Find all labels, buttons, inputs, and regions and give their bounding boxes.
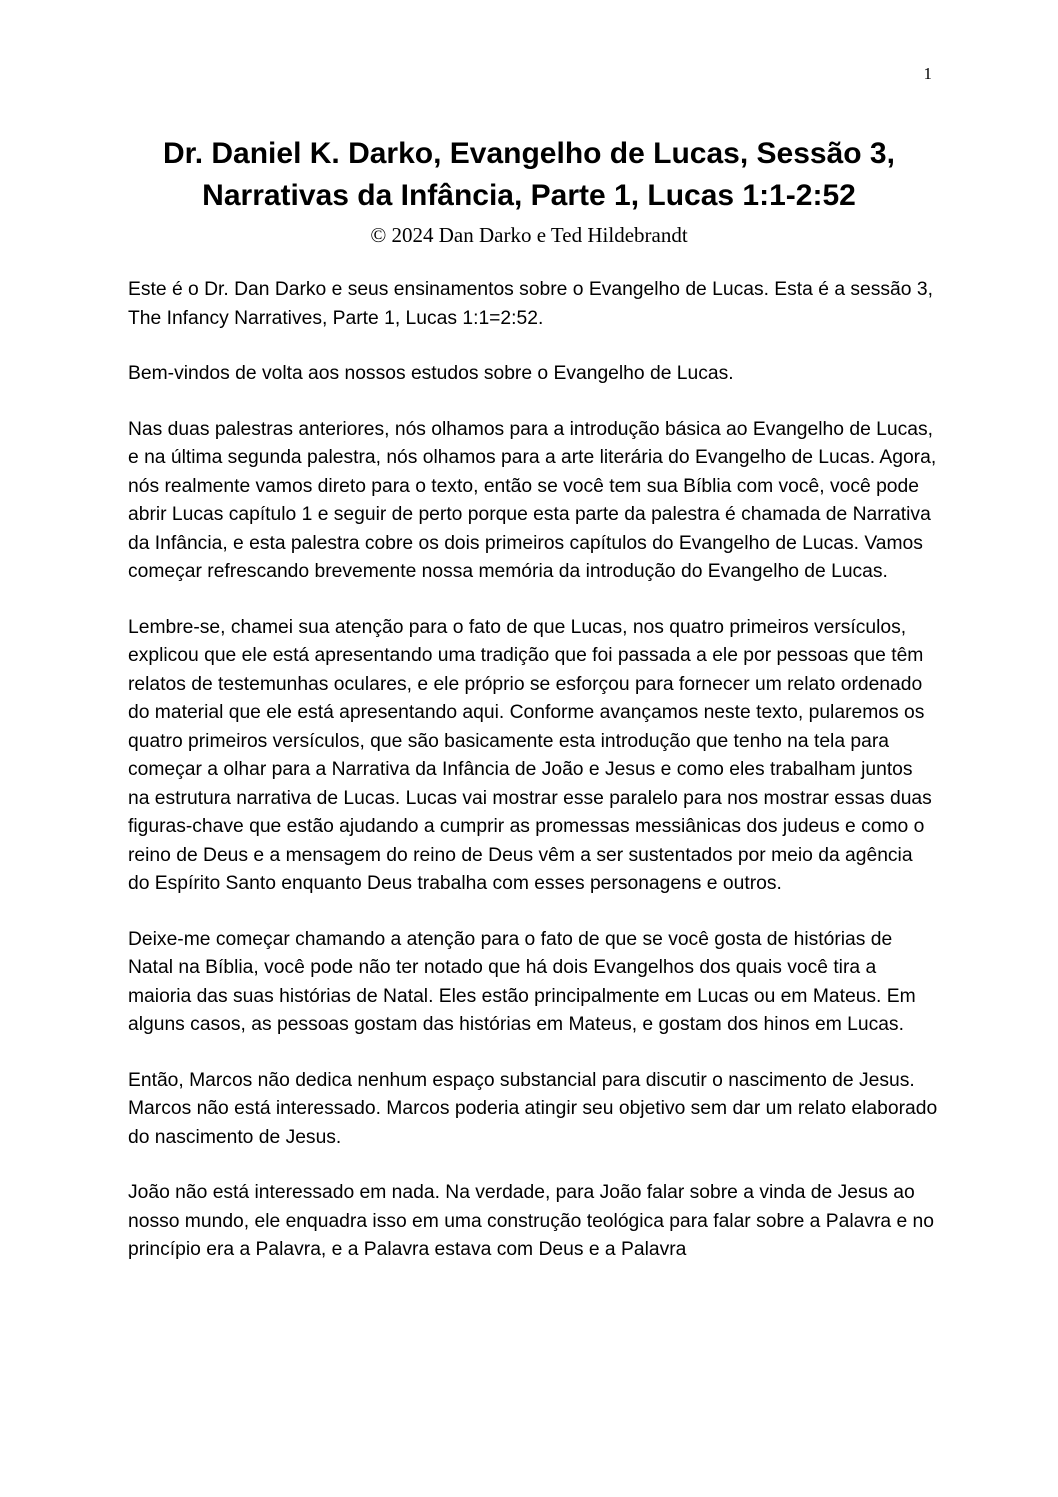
paragraph: João não está interessado em nada. Na verdade, para João falar sobre a vinda de Jesus ao nosso mundo, ele enquadra isso em uma construção teológica para falar sobre a Palavra e no princípio era a Palavra, e a Palavra estava com Deus e a Palavra — [128, 1182, 935, 1260]
document-title — [60, 133, 998, 217]
paragraph: Então, Marcos não dedica nenhum espaço substancial para discutir o nascimento de Jesus. Marcos não está interessado. Marcos poderia atingir seu objetivo sem dar um relato elaborado do nascimento de Jesus. — [128, 1069, 938, 1148]
title-line-1: Dr. Daniel K. Darko, Evangelho de Lucas, Sessão 3, — [163, 137, 895, 170]
paragraph: Deixe-me começar chamando a atenção para o fato de que se você gosta de histórias de Natal na Bíblia, você pode não ter notado que há dois Evangelhos dos quais você tira a maioria das suas histórias de Natal. Eles estão principalmente em Lucas ou em Mateus. Em alguns casos, as pessoas gostam das histórias em Mateus, e gostam dos hinos em Lucas. — [128, 928, 916, 1035]
paragraph: Nas duas palestras anteriores, nós olhamos para a introdução básica ao Evangelho de Lucas, e na última segunda palestra, nós olhamos para a arte literária do Evangelho de Lucas. Agora, nós realmente vamos direto para o texto, então se você tem sua Bíblia com você, você pode abrir Lucas capítulo 1 e seguir de perto porque esta parte da palestra é chamada de Narrativa da Infância, e esta palestra cobre os dois primeiros capítulos do Evangelho de Lucas. Vamos começar refrescando brevemente nossa memória da introdução do Evangelho de Lucas. — [128, 418, 937, 582]
copyright-line: © 2024 Dan Darko e Ted Hildebrandt — [370, 223, 688, 247]
paragraph: Este é o Dr. Dan Darko e seus ensinamentos sobre o Evangelho de Lucas. Esta é a sessão 3, The Infancy Narratives, Parte 1, Lucas 1:1=2:52. — [128, 279, 933, 329]
document-body — [128, 276, 938, 1292]
title-line-2: Narrativas da Infância, Parte 1, Lucas 1:1-2:52 — [202, 179, 856, 212]
page-number: 1 — [923, 64, 932, 83]
paragraph: Bem-vindos de volta aos nossos estudos sobre o Evangelho de Lucas. — [128, 363, 734, 384]
paragraph: Lembre-se, chamei sua atenção para o fato de que Lucas, nos quatro primeiros versículos, explicou que ele está apresentando uma tradição que foi passada a ele por pessoas que têm relatos de testemunhas oculares, e ele próprio se esforçou para fornecer um relato ordenado do material que ele está apresentando aqui. Conforme avançamos neste texto, pularemos os quatro primeiros versículos, que são basicamente esta introdução que tenho na tela para começar a olhar para a Narrativa da Infância de João e Jesus e como eles trabalham juntos na estrutura narrativa de Lucas. Lucas vai mostrar esse paralelo para nos mostrar essas duas figuras-chave que estão ajudando a cumprir as promessas messiânicas dos judeus e como o reino de Deus e a mensagem do reino de Deus vêm a ser sustentados por meio da agência do Espírito Santo enquanto Deus trabalha com esses personagens e outros. — [128, 616, 932, 894]
